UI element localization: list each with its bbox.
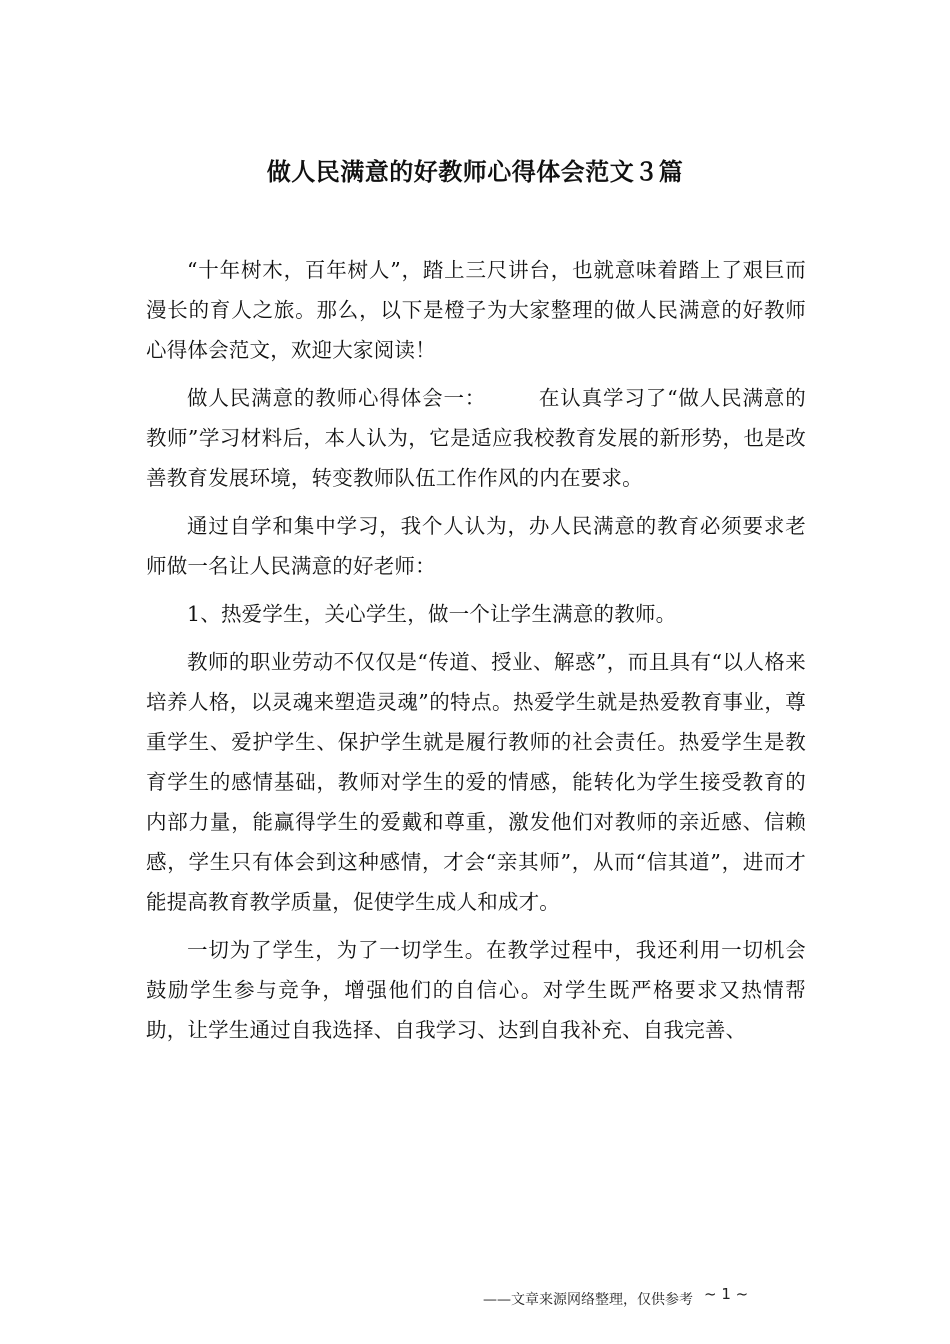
paragraph-for-students: 一切为了学生，为了一切学生。在教学过程中，我还利用一切机会鼓励学生参与竞争，增强他们的自信心。对学生既严格要求又热情帮助，让学生通过自我选择、自我学习、达到自我补充、自我完善、 — [146, 938, 806, 1042]
paragraph-self-study: 通过自学和集中学习，我个人认为，办人民满意的教育必须要求老师做一名让人民满意的好老师： — [146, 514, 806, 578]
section-text: 在认真学习了“做人民满意的教师”学习材料后，本人认为，它是适应我校教育发展的新形势，也是改善教育发展环境，转变教师队伍工作作风的内在要求。 — [146, 386, 806, 490]
page-number: ~ 1 ~ — [704, 1285, 749, 1303]
document-title: 做人民满意的好教师心得体会范文３篇 — [266, 158, 684, 186]
paragraph-point-one: 1、热爱学生，关心学生，做一个让学生满意的教师。 — [187, 602, 677, 626]
section-heading: 做人民满意的教师心得体会一： — [187, 386, 487, 410]
paragraph-intro: “十年树木，百年树人”，踏上三尺讲台，也就意味着踏上了艰巨而漫长的育人之旅。那么，以下是橙子为大家整理的做人民满意的好教师心得体会范文，欢迎大家阅读！ — [146, 258, 806, 362]
footer-note: ——文章来源网络整理，仅供参考 — [483, 1292, 693, 1308]
paragraph-section-one — [146, 378, 806, 498]
document-body — [146, 250, 806, 1050]
paragraph-love-students: 教师的职业劳动不仅仅是“传道、授业、解惑”，而且具有“以人格来培养人格，以灵魂来塑造灵魂”的特点。热爱学生就是热爱教育事业，尊重学生、爱护学生、保护学生就是履行教师的社会责任。热爱学生是教育学生的感情基础，教师对学生的爱的情感，能转化为学生接受教育的内部力量，能赢得学生的爱戴和尊重，激发他们对教师的亲近感、信赖感，学生只有体会到这种感情，才会“亲其师”，从而“信其道”，进而才能提高教育教学质量，促使学生成人和成才。 — [146, 650, 806, 914]
